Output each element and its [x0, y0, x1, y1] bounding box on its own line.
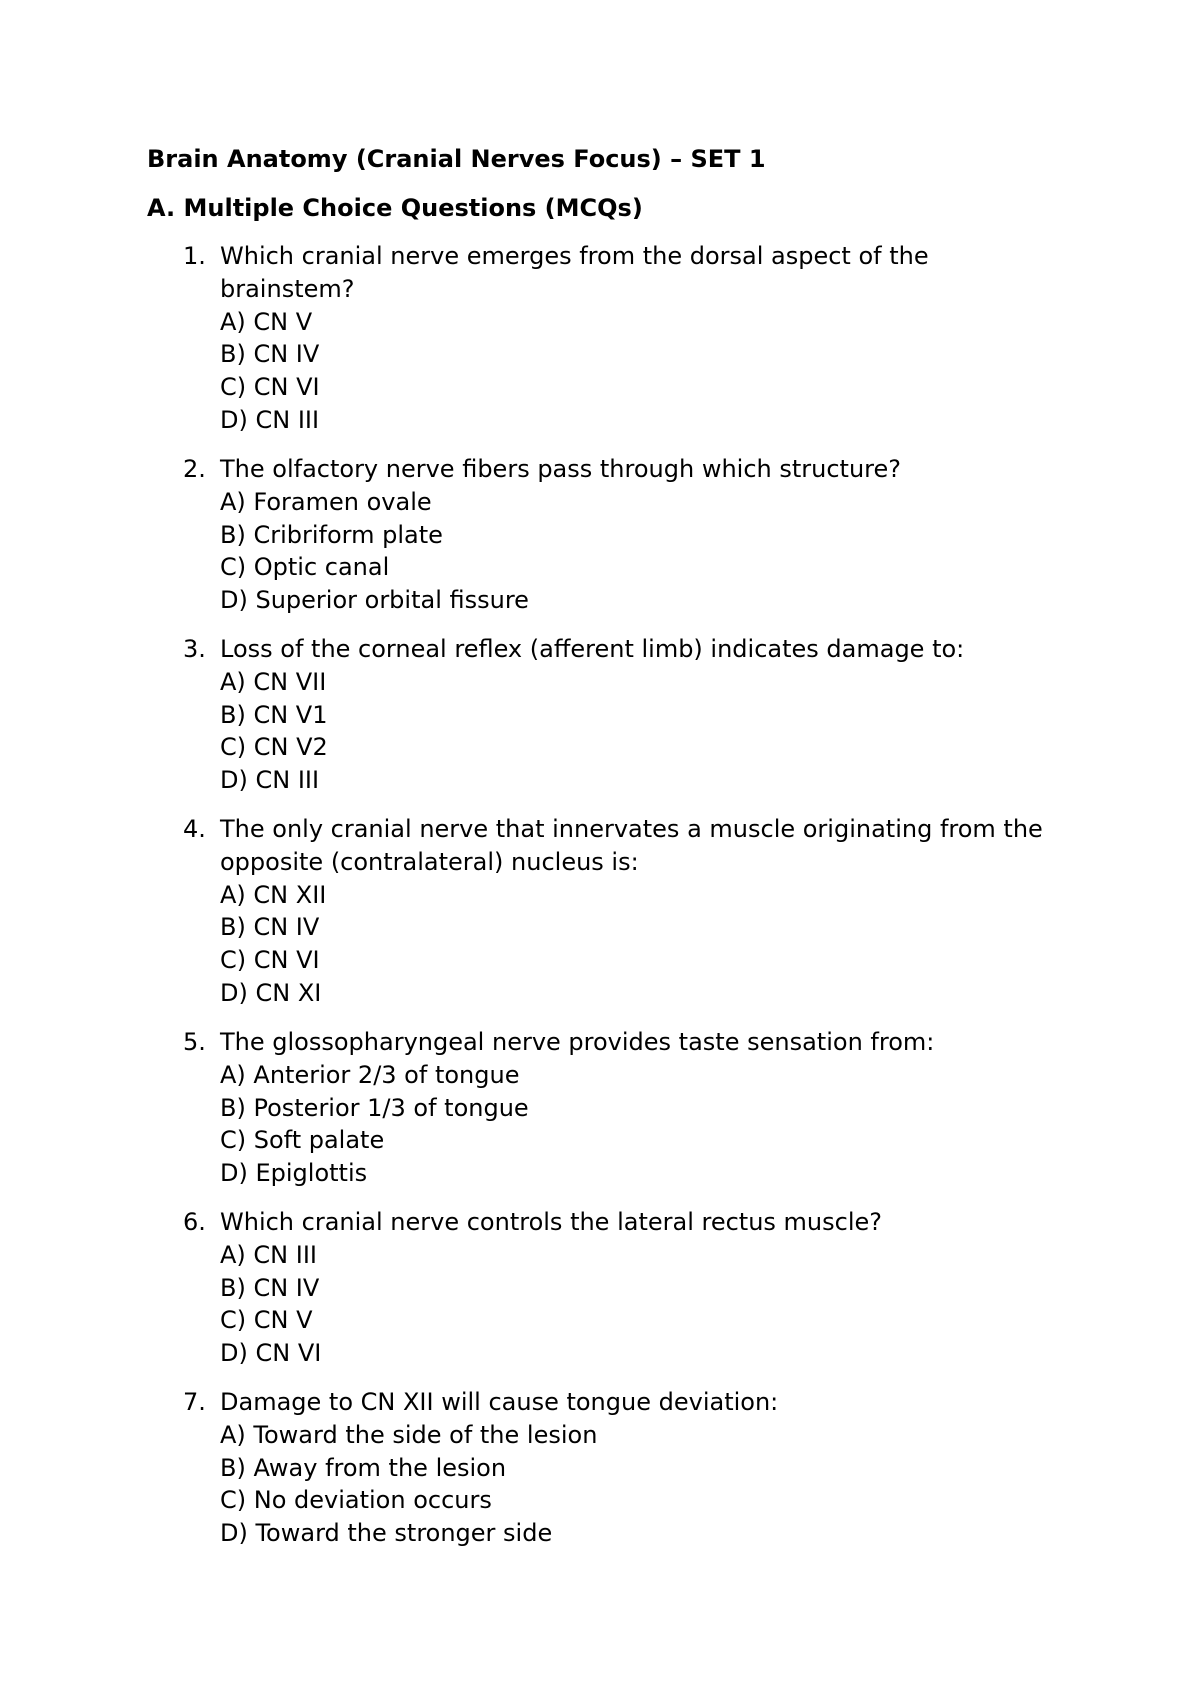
option-a: A) CN XII — [220, 880, 327, 909]
option-b: B) CN IV — [220, 1273, 320, 1302]
question-text: The only cranial nerve that innervates a muscle originating from the — [220, 815, 1043, 843]
option-c: C) Optic canal — [220, 553, 390, 582]
question-number: 1. — [183, 242, 206, 270]
question-text: Damage to CN XII will cause tongue deviation: — [220, 1388, 779, 1416]
question-number: 5. — [183, 1028, 206, 1056]
option-c: C) CN VI — [220, 373, 320, 402]
option-d: D) CN VI — [220, 1339, 322, 1368]
option-a: A) Toward the side of the lesion — [220, 1420, 598, 1449]
option-d: D) CN XI — [220, 978, 322, 1007]
question-text: Loss of the corneal reflex (afferent limb) indicates damage to: — [220, 635, 965, 663]
option-a: A) CN V — [220, 307, 313, 336]
option-c: C) No deviation occurs — [220, 1486, 492, 1515]
option-a: A) Foramen ovale — [220, 487, 432, 516]
option-b: B) CN IV — [220, 340, 320, 369]
question-number: 2. — [183, 455, 206, 483]
question-text: brainstem? — [220, 274, 355, 303]
section-heading: A. Multiple Choice Questions (MCQs) — [147, 194, 643, 222]
option-c: C) CN VI — [220, 946, 320, 975]
option-b: B) Away from the lesion — [220, 1453, 507, 1482]
option-b: B) CN IV — [220, 913, 320, 942]
question-text: The olfactory nerve fibers pass through which structure? — [220, 455, 902, 483]
question-text: Which cranial nerve controls the lateral rectus muscle? — [220, 1208, 883, 1236]
option-a: A) CN III — [220, 1240, 317, 1269]
question-number: 6. — [183, 1208, 206, 1236]
option-d: D) Epiglottis — [220, 1159, 368, 1188]
document-title: Brain Anatomy (Cranial Nerves Focus) – SET 1 — [147, 145, 766, 173]
option-b: B) Cribriform plate — [220, 520, 443, 549]
option-d: D) CN III — [220, 405, 320, 434]
option-c: C) CN V2 — [220, 733, 328, 762]
option-c: C) CN V — [220, 1306, 313, 1335]
question-text: Which cranial nerve emerges from the dorsal aspect of the — [220, 242, 929, 270]
option-a: A) CN VII — [220, 667, 327, 696]
option-b: B) CN V1 — [220, 700, 328, 729]
option-d: D) CN III — [220, 766, 320, 795]
option-d: D) Superior orbital fissure — [220, 586, 529, 615]
option-b: B) Posterior 1/3 of tongue — [220, 1093, 529, 1122]
option-d: D) Toward the stronger side — [220, 1519, 553, 1548]
option-a: A) Anterior 2/3 of tongue — [220, 1060, 520, 1089]
question-number: 3. — [183, 635, 206, 663]
question-text: The glossopharyngeal nerve provides taste sensation from: — [220, 1028, 935, 1056]
question-number: 4. — [183, 815, 206, 843]
question-text: opposite (contralateral) nucleus is: — [220, 847, 639, 876]
question-number: 7. — [183, 1388, 206, 1416]
option-c: C) Soft palate — [220, 1126, 385, 1155]
